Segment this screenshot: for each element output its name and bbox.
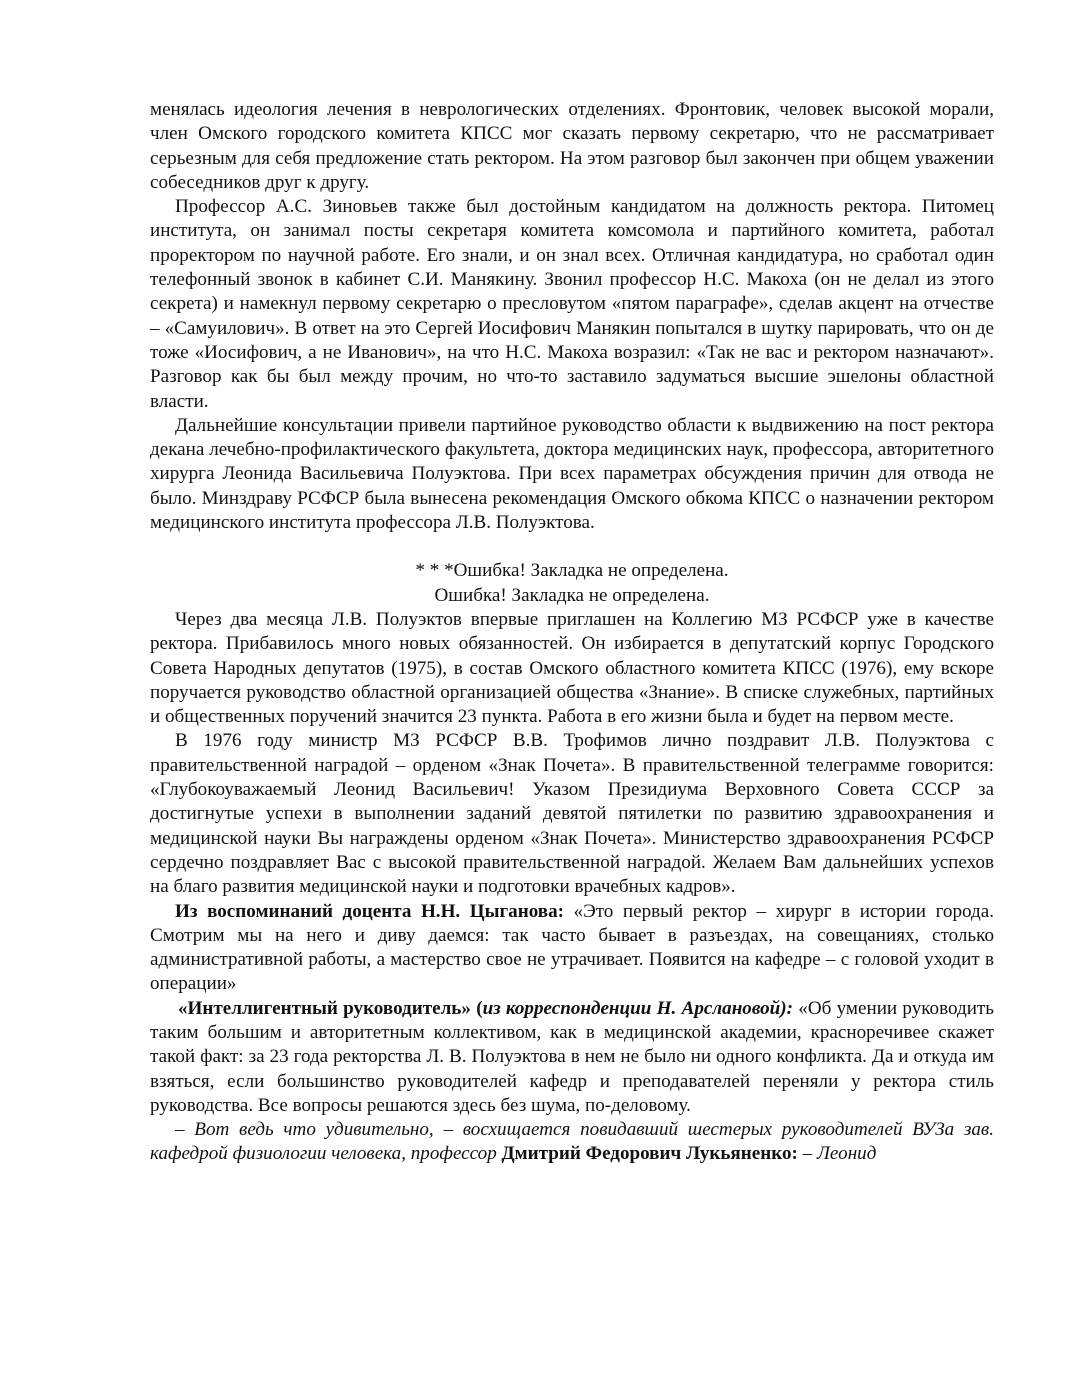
article-title: «Интеллигентный руководитель» ( [178,997,483,1019]
paragraph-5: В 1976 году министр МЗ РСФСР В.В. Трофимов лично поздравит Л.В. Полуэктова с правительственной наградой – орденом «Знак Почета». В правительственной телеграмме говорится: «Глубокоуважаемый Леонид Васильевич! Указом Президиума Верховного Совета СССР за достигнутые успехи в выполнении заданий девятой пятилетки по развитию здравоохранения и медицинской науки Вы награждены орденом «Знак Почета». Министерство здравоохранения РСФСР сердечно поздравляет Вас с высокой правительственной наградой. Желаем Вам дальнейших успехов на благо развития медицинской науки и подготовки врачебных кадров». [150,730,994,898]
paragraph-3: Дальнейшие консультации привели партийное руководство области к выдвижению на пост ректора декана лечебно-профилактического факультета, доктора медицинских наук, профессора, авторитетного хирурга Леонида Васильевича Полуэктова. При всех параметрах обсуждения причин для отвода не было. Минздраву РСФСР была вынесена рекомендация Омского обкома КПСС о назначении ректором медицинского института профессора Л.В. Полуэктова. [150,414,994,534]
paragraph-7 [150,997,994,1118]
paragraph-2: Профессор А.С. Зиновьев также был достойным кандидатом на должность ректора. Питомец института, он занимал посты секретаря комитета комсомола и партийного комитета, работал проректором по научной работе. Его знали, и он знал всех. Отличная кандидатура, но сработал один телефонный звонок в кабинет С.И. Манякину. Звонил профессор Н.С. Макоха (он не делал из этого секрета) и намекнул первому секретарю о пресловутом «пятом параграфе», сделав акцент на отчестве – «Самуилович». В ответ на это Сергей Иосифович Манякин попытался в шутку парировать, что он де тоже «Иосифович, а не Иванович», на что Н.С. Макоха возразил: «Так не вас и ректором назначают». Разговор как бы был между прочим, но что-то заставило задуматься высшие эшелоны областной власти. [150,196,994,412]
quote-start: – Леонид [797,1143,877,1165]
quote-intro: – Вот ведь что удивительно, – восхищается повидавший шестерых руководителей ВУЗа зав. кафедрой физиологии человека, профессор [150,1119,994,1165]
paragraph-1: менялась идеология лечения в неврологических отделениях. Фронтовик, человек высокой морали, член Омского городского комитета КПСС мог сказать первому секретарю, что не рассматривает серьезным для себя предложение стать ректором. На этом разговор был закончен при общем уважении собеседников друг к другу. [150,99,994,193]
paragraph-8 [150,1118,994,1167]
paragraph-4: Через два месяца Л.В. Полуэктов впервые приглашен на Коллегию МЗ РСФСР уже в качестве ректора. Прибавилось много новых обязанностей. Он избирается в депутатский корпус Городского Совета Народных депутатов (1975), в состав Омского областного комитета КПСС (1976), ему вскоре поручается руководство областной организацией общества «Знание». В списке служебных, партийных и общественных поручений значится 23 пункта. Работа в его жизни была и будет на первом месте. [150,608,994,728]
article-source: из корреспонденции Н. Арслановой): [482,997,793,1019]
document-page [150,98,994,1167]
article-text: «Об умении руководить таким большим и авторитетным коллективом, как в медицинской академии, красноречивее скажет такой факт: за 23 года ректорства Л. В. Полуэктова в нем не было ни одного конфликта. Да и откуда им взяться, если большинство руководителей кафедр и преподавателей переняли у ректора стиль руководства. Все вопросы решаются здесь без шума, по-деловому. [150,997,994,1116]
bookmark-error: Ошибка! Закладка не определена. [434,584,710,606]
paragraph-6 [150,900,994,997]
quote-author: Дмитрий Федорович Лукьяненко: [501,1143,798,1165]
memoir-heading: Из воспоминаний доцента Н.Н. Цыганова: [175,900,565,922]
memoir-text: «Это первый ректор – хирург в истории города. Смотрим мы на него и диву даемся: так часто бывает в разъездах, на совещаниях, столько административной работы, а мастерство свое не утрачивает. Появится на кафедре – с головой уходит в операции» [150,900,994,995]
spacer [150,535,994,559]
section-separator: * * *Ошибка! Закладка не определена. [415,560,729,582]
